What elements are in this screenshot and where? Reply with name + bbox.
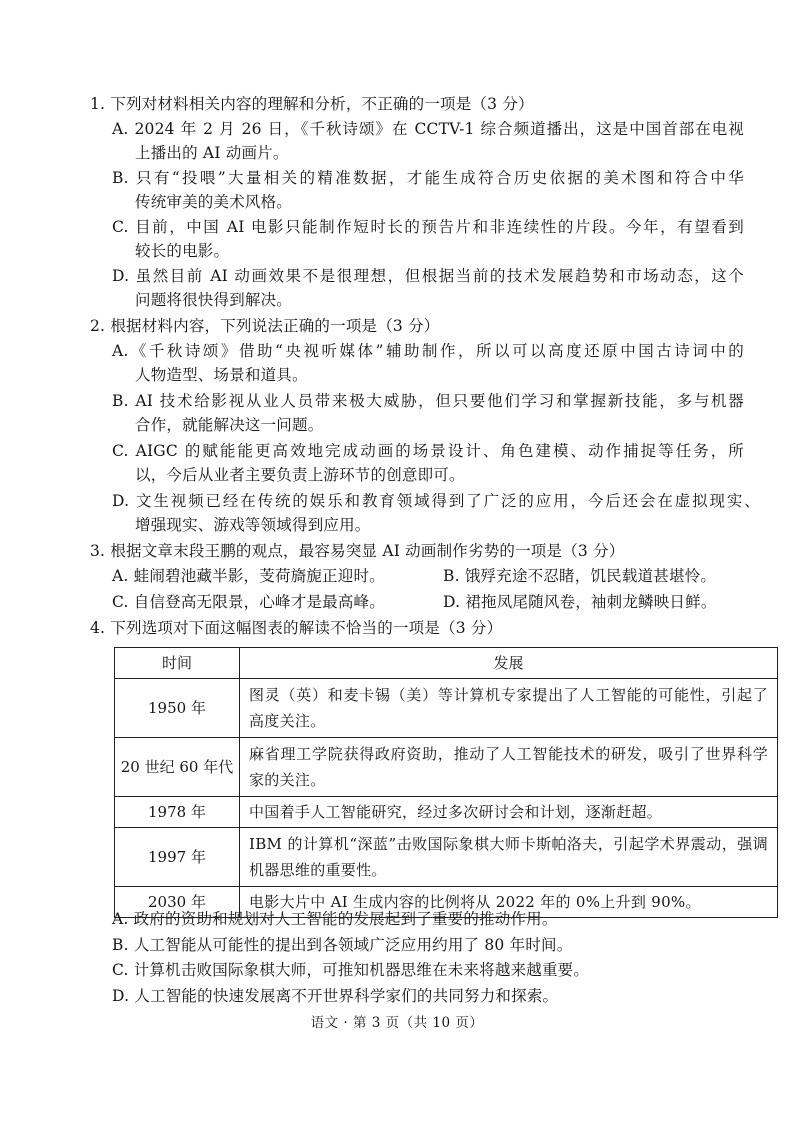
question-4-stem: 4. 下列选项对下面这幅图表的解读不恰当的一项是（3 分） <box>90 619 503 637</box>
table-row <box>115 828 778 887</box>
q3-option-a: A. 蛙闹碧池藏半影，芰荷旖旎正迎时。 <box>112 567 385 585</box>
q1-option-c-line1: C. 目前，中国 AI 电影只能制作短时长的预告片和非连续性的片段。今年，有望看到 <box>112 218 744 236</box>
q3-option-c: C. 自信登高无限景，心峰才是最高峰。 <box>112 593 385 611</box>
question-3-stem: 3. 根据文章末段王鹏的观点，最容易突显 AI 动画制作劣势的一项是（3 分） <box>90 542 625 560</box>
q1-option-a-line2: 上播出的 AI 动画片。 <box>135 144 289 162</box>
q4-option-c: C. 计算机击败国际象棋大师，可推知机器思维在未来将越来越重要。 <box>112 961 590 979</box>
table-cell-time: 1950 年 <box>115 679 240 738</box>
q1-option-d-line2: 问题将很快得到解决。 <box>135 291 293 309</box>
table-header-time: 时间 <box>115 648 240 679</box>
q1-option-c-line2: 较长的电影。 <box>135 242 230 260</box>
table-cell-development: 麻省理工学院获得政府资助，推动了人工智能技术的研发，吸引了世界科学家的关注。 <box>240 738 778 797</box>
q2-option-b-line2: 合作，就能解决这一问题。 <box>135 416 324 434</box>
table-row <box>115 679 778 738</box>
table-cell-development: 图灵（英）和麦卡锡（美）等计算机专家提出了人工智能的可能性，引起了高度关注。 <box>240 679 778 738</box>
q1-option-a-line1: A. 2024 年 2 月 26 日，《千秋诗颂》在 CCTV-1 综合频道播出，这是中国首部在电视 <box>112 120 744 138</box>
table-cell-development: 电影大片中 AI 生成内容的比例将从 2022 年的 0%上升到 90%。 <box>240 887 778 918</box>
table-cell-development: 中国着手人工智能研究，经过多次研讨会和计划，逐渐赶超。 <box>240 797 778 828</box>
q1-option-b-line1: B. 只有“投喂”大量相关的精准数据，才能生成符合历史依据的美术图和符合中华 <box>112 169 744 187</box>
q2-option-c-line1: C. AIGC 的赋能能更高效地完成动画的场景设计、角色建模、动作捕捉等任务，所 <box>112 442 744 460</box>
ai-development-table <box>114 647 778 918</box>
q1-option-b-line2: 传统审美的美术风格。 <box>135 193 293 211</box>
q2-option-a-line1: A.《千秋诗颂》借助“央视听媒体”辅助制作，所以可以高度还原中国古诗词中的 <box>112 342 744 360</box>
question-2-stem: 2. 根据材料内容，下列说法正确的一项是（3 分） <box>90 317 440 335</box>
table-cell-development: IBM 的计算机“深蓝”击败国际象棋大师卡斯帕洛夫，引起学术界震动，强调机器思维的重要性。 <box>240 828 778 887</box>
q2-option-a-line2: 人物造型、场景和道具。 <box>135 366 308 384</box>
table-header-development: 发展 <box>240 648 778 679</box>
q4-option-a: A. 政府的资助和规划对人工智能的发展起到了重要的推动作用。 <box>112 910 558 928</box>
page-footer: 语文 · 第 3 页（共 10 页） <box>310 1015 484 1031</box>
q2-option-b-line1: B. AI 技术给影视从业人员带来极大威胁，但只要他们学习和掌握新技能，多与机器 <box>112 392 744 410</box>
q3-option-d: D. 裙拖凤尾随风卷，袖刺龙鳞映日鲜。 <box>443 593 717 611</box>
q4-option-b: B. 人工智能从可能性的提出到各领域广泛应用约用了 80 年时间。 <box>112 936 573 954</box>
q3-option-b: B. 饿殍充途不忍睹，饥民载道甚堪怜。 <box>443 567 717 585</box>
table-cell-time: 1978 年 <box>115 797 240 828</box>
q2-option-d-line1: D. 文生视频已经在传统的娱乐和教育领域得到了广泛的应用，今后还会在虚拟现实、 <box>112 492 760 510</box>
q1-option-d-line1: D. 虽然目前 AI 动画效果不是很理想，但根据当前的技术发展趋势和市场动态，这个 <box>112 267 744 285</box>
q4-option-d: D. 人工智能的快速发展离不开世界科学家们的共同努力和探索。 <box>112 987 559 1005</box>
q2-option-d-line2: 增强现实、游戏等领域得到应用。 <box>135 516 371 534</box>
q2-option-c-line2: 以，今后从业者主要负责上游环节的创意即可。 <box>135 466 465 484</box>
table-cell-time: 2030 年 <box>115 887 240 918</box>
question-1-stem: 1. 下列对材料相关内容的理解和分析，不正确的一项是（3 分） <box>90 95 534 113</box>
table-row <box>115 797 778 828</box>
table-header-row <box>115 648 778 679</box>
table-cell-time: 20 世纪 60 年代 <box>115 738 240 797</box>
table-row <box>115 738 778 797</box>
table-cell-time: 1997 年 <box>115 828 240 887</box>
